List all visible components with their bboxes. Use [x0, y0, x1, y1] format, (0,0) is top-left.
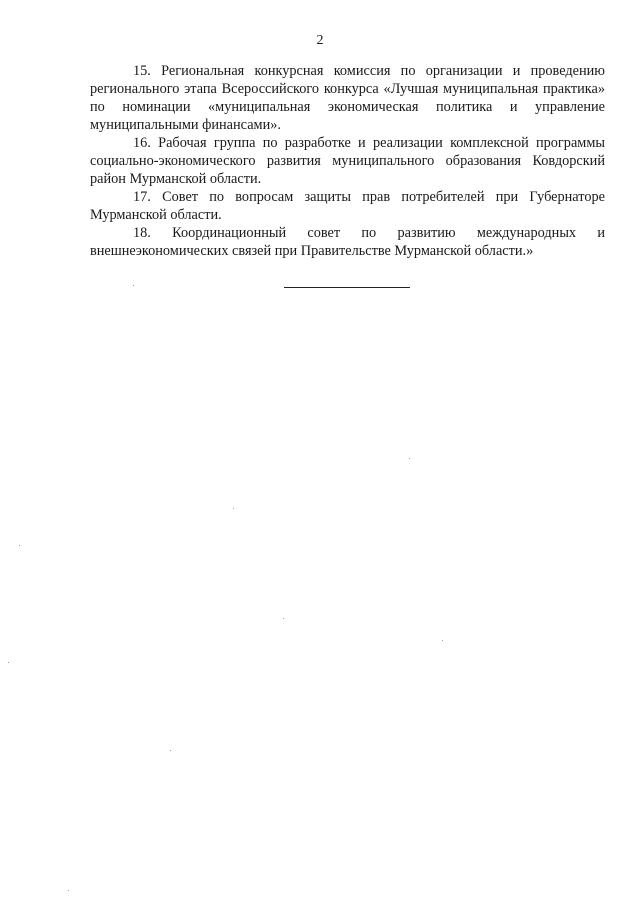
scan-speck — [133, 285, 134, 286]
scan-speck — [68, 890, 69, 891]
list-item-18: 18. Координационный совет по развитию международных и внешнеэкономических связей при Правительстве Мурманской области.» — [90, 225, 605, 259]
scan-speck — [409, 458, 410, 459]
scan-speck — [8, 662, 9, 663]
list-item-17: 17. Совет по вопросам защиты прав потребителей при Губернаторе Мурманской области. — [90, 189, 605, 223]
list-item-15: 15. Региональная конкурсная комиссия по организации и проведению регионального этапа Всероссийского конкурса «Лучшая муниципальная практика» по номинации «муниципальная экономическая политика и управление муниципальными финансами». — [90, 63, 605, 133]
document-body — [90, 62, 605, 260]
scan-speck — [170, 750, 171, 751]
end-divider-line — [284, 287, 410, 288]
list-item-16: 16. Рабочая группа по разработке и реализации комплексной программы социально-экономического развития муниципального образования Ковдорский район Мурманской области. — [90, 135, 605, 187]
scan-speck — [19, 545, 20, 546]
scan-speck — [442, 640, 443, 641]
page-number: 2 — [316, 33, 324, 48]
scan-speck — [233, 508, 234, 509]
scan-speck — [283, 618, 284, 619]
